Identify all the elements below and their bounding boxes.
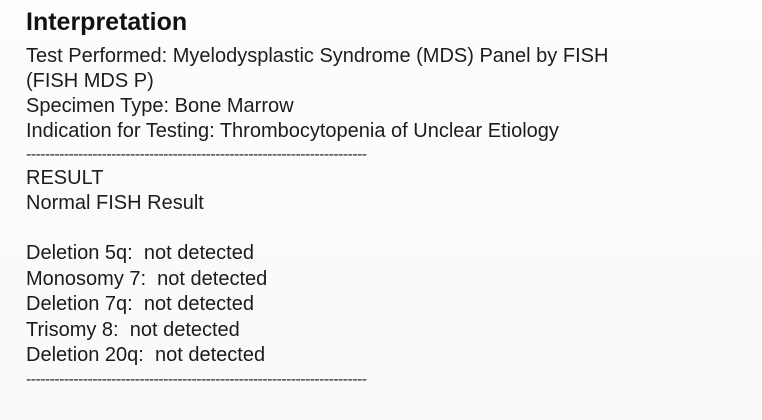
finding-deletion-20q: Deletion 20q: not detected [26,344,266,366]
result-summary: Normal FISH Result [26,192,204,214]
result-heading: RESULT [26,167,104,189]
finding-trisomy-8: Trisomy 8: not detected [26,318,240,341]
divider-top: ------------------------------------------------------------------------ [26,146,367,163]
finding-deletion-5q: Deletion 5q: not detected [26,242,254,264]
interpretation-section [26,6,746,391]
section-heading: Interpretation [26,8,188,36]
test-performed-line-2: (FISH MDS P) [26,70,154,92]
specimen-type: Specimen Type: Bone Marrow [26,95,294,117]
finding-monosomy-7: Monosomy 7: not detected [26,267,268,290]
blank-line [26,216,746,241]
finding-deletion-7q: Deletion 7q: not detected [26,293,254,315]
findings-list [26,241,746,369]
indication-for-testing: Indication for Testing: Thrombocytopenia of Unclear Etiology [26,120,559,142]
divider-bottom: ------------------------------------------------------------------------ [26,370,367,388]
test-performed-line-1: Test Performed: Myelodysplastic Syndrome (MDS) Panel by FISH [26,45,609,67]
